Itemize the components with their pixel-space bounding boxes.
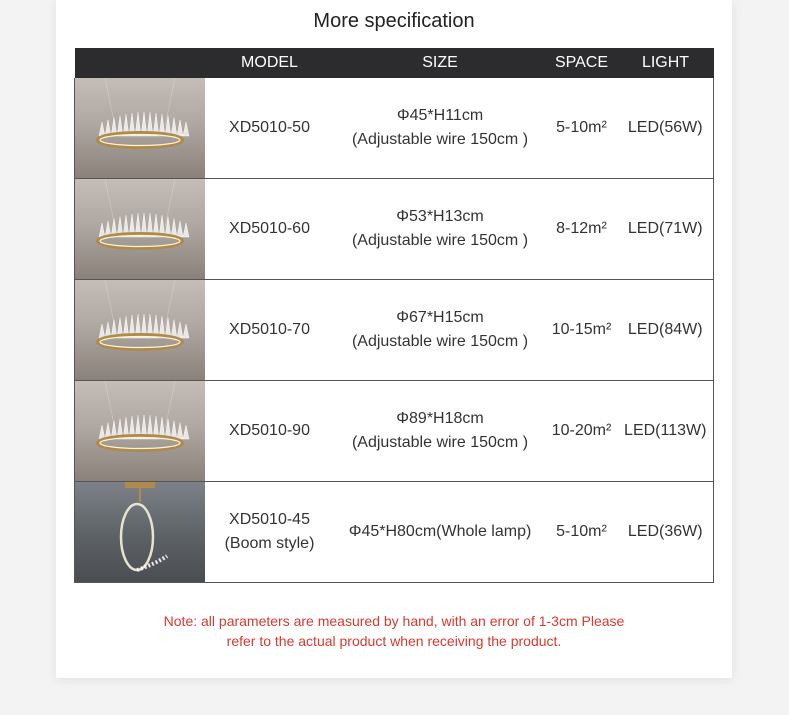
size-cell bbox=[335, 482, 546, 583]
crown-ring-pendant-photo bbox=[75, 280, 205, 380]
page-title: More specification bbox=[313, 10, 475, 32]
space-cell: 5-10m² bbox=[546, 78, 618, 179]
table-row bbox=[75, 280, 714, 381]
table-header-row bbox=[75, 48, 714, 78]
table-row bbox=[75, 78, 714, 179]
size-cell bbox=[335, 179, 546, 280]
size-cell bbox=[335, 280, 546, 381]
product-image-cell bbox=[75, 78, 205, 179]
model-cell-line: XD5010-45 bbox=[229, 511, 310, 528]
size-cell-line: Φ67*H15cm bbox=[396, 309, 484, 326]
model-cell bbox=[205, 482, 335, 583]
product-image-cell bbox=[75, 179, 205, 280]
header-model: MODEL bbox=[205, 48, 335, 78]
light-cell: LED(71W) bbox=[618, 179, 714, 280]
light-cell: LED(56W) bbox=[618, 78, 714, 179]
light-cell: LED(113W) bbox=[618, 381, 714, 482]
note-line-1: Note: all parameters are measured by hand, with an error of 1-3cm Please bbox=[163, 613, 625, 629]
size-cell-line: (Adjustable wire 150cm ) bbox=[351, 131, 529, 148]
size-cell bbox=[335, 78, 546, 179]
header-space: SPACE bbox=[546, 48, 618, 78]
table-row bbox=[75, 381, 714, 482]
header-light: LIGHT bbox=[618, 48, 714, 78]
disclaimer-note bbox=[56, 611, 732, 651]
size-cell-line: (Adjustable wire 150cm ) bbox=[351, 434, 529, 451]
space-cell: 5-10m² bbox=[546, 482, 618, 583]
model-cell bbox=[205, 381, 335, 482]
model-cell-line: XD5010-70 bbox=[229, 321, 310, 338]
size-cell-line: Φ53*H13cm bbox=[396, 208, 484, 225]
light-cell: LED(36W) bbox=[618, 482, 714, 583]
crown-ring-pendant-photo bbox=[75, 179, 205, 279]
size-cell-line: (Adjustable wire 150cm ) bbox=[351, 232, 529, 249]
space-cell: 10-15m² bbox=[546, 280, 618, 381]
table-row bbox=[75, 179, 714, 280]
size-cell-line: Φ45*H11cm bbox=[396, 107, 484, 124]
size-cell bbox=[335, 381, 546, 482]
size-cell-line: Φ45*H80cm(Whole lamp) bbox=[348, 523, 532, 540]
size-cell-line: Φ89*H18cm bbox=[396, 410, 484, 427]
product-image-cell bbox=[75, 280, 205, 381]
header-size: SIZE bbox=[335, 48, 546, 78]
note-line-2: refer to the actual product when receiving the product. bbox=[226, 633, 562, 649]
model-cell bbox=[205, 280, 335, 381]
boom-ring-pendant-photo bbox=[75, 482, 205, 582]
table-row bbox=[75, 482, 714, 583]
space-cell: 8-12m² bbox=[546, 179, 618, 280]
product-image-cell bbox=[75, 482, 205, 583]
model-cell bbox=[205, 78, 335, 179]
model-cell bbox=[205, 179, 335, 280]
size-cell-line: (Adjustable wire 150cm ) bbox=[351, 333, 529, 350]
product-image-cell bbox=[75, 381, 205, 482]
model-cell-line: XD5010-60 bbox=[229, 220, 310, 237]
model-cell-line: XD5010-90 bbox=[229, 422, 310, 439]
model-cell-line: (Boom style) bbox=[224, 535, 315, 552]
spec-table bbox=[74, 48, 714, 583]
header-image bbox=[75, 48, 205, 78]
model-cell-line: XD5010-50 bbox=[229, 119, 310, 136]
crown-ring-pendant-photo bbox=[75, 381, 205, 481]
table-body bbox=[75, 78, 714, 583]
space-cell: 10-20m² bbox=[546, 381, 618, 482]
crown-ring-pendant-photo bbox=[75, 78, 205, 178]
light-cell: LED(84W) bbox=[618, 280, 714, 381]
